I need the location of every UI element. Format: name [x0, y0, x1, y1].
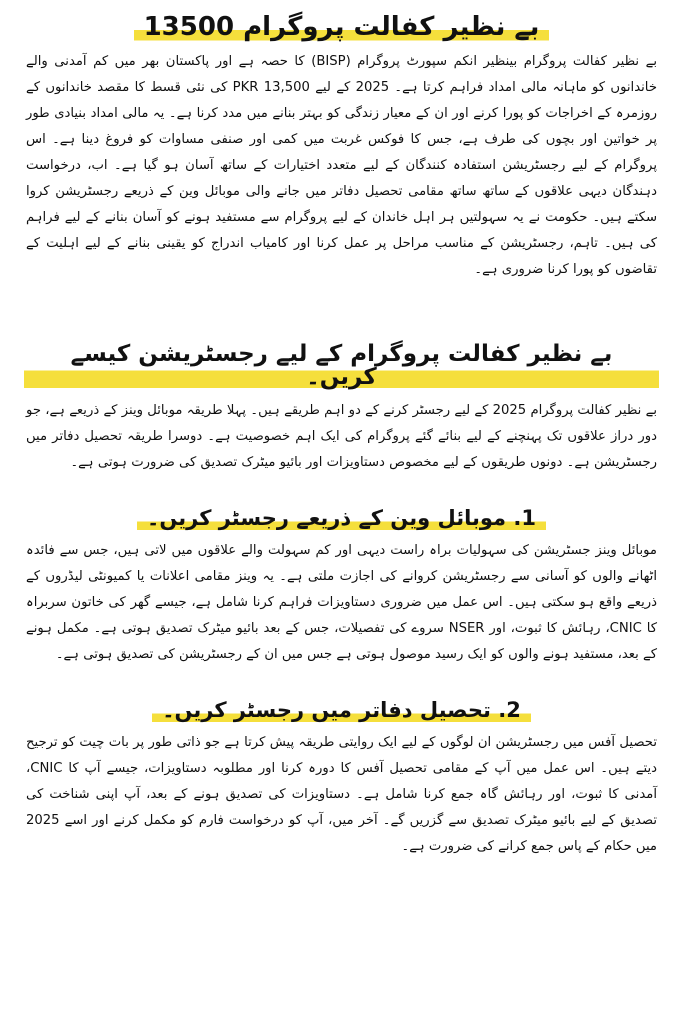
title-wrap [24, 14, 659, 49]
how-to-paragraph: بے نظیر کفالت پروگرام 2025 کے لیے رجسٹر کرنے کے دو اہم طریقے ہیں۔ پہلا طریقہ موبائل وینز کے ذریعے ہے، جو دور دراز علاقوں تک پہنچنے کے لیے بنائے گئے پروگرام کی ایک اہم خصوصیت ہے۔ دوسرا طریقہ تحصیل دفاتر میں رجسٹریشن ہے۔ دونوں طریقوں کے لیے مخصوص دستاویزات اور بائیو میٹرک تصدیق کی ضرورت ہوتی ہے۔ [26, 403, 657, 470]
how-to-heading: بے نظیر کفالت پروگرام کے لیے رجسٹریشن کیسے کریں۔ [24, 343, 659, 392]
section1-paragraph: موبائل وینز جسٹریشن کی سہولیات براہ راست دیہی اور کم سہولت والے علاقوں میں لاتی ہیں، جس سے فائدہ اٹھانے والوں کو آسانی سے رجسٹریشن کروانے کی اجازت ملتی ہے۔ یہ وینز مقامی اعلانات یا کمیونٹی لیڈروں کے ذریعے واقع ہو سکتی ہیں۔ اس عمل میں ضروری دستاویزات فراہم کرنا شامل ہے، جیسے گھر کی خاتون سربراہ کا CNIC، رہائش کا ثبوت، اور NSER سروے کی تفصیلات، جس کے بعد بائیو میٹرک تصدیق ہوتی ہے۔ مکمل ہونے کے بعد، مستفید ہونے والوں کو ایک رسید موصول ہوتی ہے جس میں ان کے رجسٹریشن کی تصدیق ہوتی ہے۔ [26, 543, 657, 662]
section2-heading-wrap [24, 694, 659, 730]
section2-paragraph: تحصیل آفس میں رجسٹریشن ان لوگوں کے لیے ایک روایتی طریقہ پیش کرتا ہے جو ذاتی طور پر بات چیت کو ترجیح دیتے ہیں۔ اس عمل میں آپ کے مقامی تحصیل آفس کا دورہ کرنا اور مطلوبہ دستاویزات، جیسے آپ کا CNIC، آمدنی کا ثبوت، اور رہائش گاہ جمع کرنا شامل ہے۔ دستاویزات کی تصدیق ہونے کے بعد، آپ اپنی شناخت کی تصدیق کے لیے بائیو میٹرک تصدیق سے گزریں گے۔ آخر میں، آپ کو درخواست فارم کو مکمل کرنے اور اسے 2025 میں حکام کے پاس جمع کرانے کی ضرورت ہے۔ [26, 735, 657, 854]
section1-heading: 1. موبائل وین کے ذریعے رجسٹر کریں۔ [137, 508, 546, 532]
article-title: بے نظیر کفالت پروگرام 13500 [134, 14, 550, 43]
how-to-heading-wrap [24, 335, 659, 398]
section2-heading: 2. تحصیل دفاتر میں رجسٹر کریں۔ [152, 700, 531, 724]
section1-heading-wrap [24, 502, 659, 538]
intro-paragraph: بے نظیر کفالت پروگرام بینظیر انکم سپورٹ پروگرام (BISP) کا حصہ ہے اور پاکستان بھر میں کم آمدنی والے خاندانوں کو ماہانہ مالی امداد فراہم کرتا ہے۔ 2025 کے لیے PKR 13,500 کی نئی قسط کا مقصد خاندانوں کے روزمرہ کے اخراجات کو پورا کرنے اور ان کے معیار زندگی کو بہتر بنانے میں مدد کرنا ہے۔ یہ مالی امداد بنیادی طور پر خواتین اور بچوں کی طرف ہے، جس کا فوکس غربت میں کمی اور صنفی مساوات کو فروغ دینا ہے۔ اس پروگرام کے لیے رجسٹریشن استفادہ کنندگان کے لیے متعدد اختیارات کے ساتھ آسان ہو گیا ہے۔ اب، درخواست دہندگان دیہی علاقوں کے ساتھ ساتھ مقامی تحصیل دفاتر میں جانے والی موبائل وین کے ذریعے رجسٹریشن کروا سکتے ہیں۔ حکومت نے یہ سہولتیں ہر اہل خاندان کے لیے پروگرام سے مستفید ہونے کو آسان بنانے کے لیے فراہم کی ہیں۔ تاہم، رجسٹریشن کے مناسب مراحل پر عمل کرنا اور کامیاب اندراج کو یقینی بنانے کے لیے اہلیت کے تقاضوں کو پورا کرنا ضروری ہے۔ [26, 54, 657, 277]
